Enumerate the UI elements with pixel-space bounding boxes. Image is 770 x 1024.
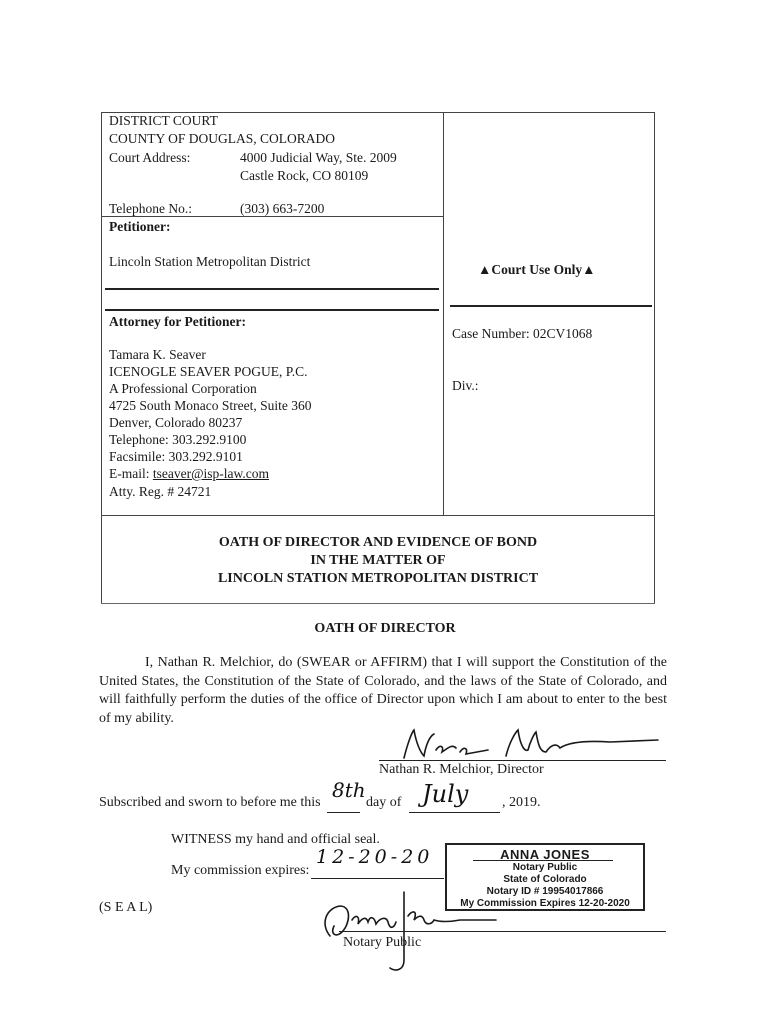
day-handwritten: 8th bbox=[332, 778, 366, 802]
stamp-divider bbox=[473, 860, 613, 861]
address-line: Castle Rock, CO 80109 bbox=[240, 168, 369, 183]
attorney-line: Telephone: 303.292.9100 bbox=[109, 432, 247, 447]
caption-vertical-divider bbox=[443, 112, 444, 516]
signature-name: Nathan R. Melchior, Director bbox=[379, 762, 544, 777]
oath-heading: OATH OF DIRECTOR bbox=[314, 621, 456, 636]
commission-line bbox=[311, 878, 444, 879]
address-line: 4000 Judicial Way, Ste. 2009 bbox=[240, 150, 397, 165]
month-line bbox=[409, 812, 500, 813]
court-use-only: ▲Court Use Only▲ bbox=[478, 262, 596, 277]
notary-label: Notary Public bbox=[343, 935, 422, 950]
caption-divider bbox=[450, 305, 652, 307]
title-line: IN THE MATTER OF bbox=[310, 553, 446, 568]
caption-divider bbox=[105, 309, 439, 311]
seal-label: (S E A L) bbox=[99, 900, 153, 915]
court-name: DISTRICT COURT bbox=[109, 113, 218, 128]
notary-stamp bbox=[445, 843, 645, 911]
attorney-line: A Professional Corporation bbox=[109, 381, 257, 396]
attorney-label: Attorney for Petitioner: bbox=[109, 314, 246, 329]
email-line bbox=[109, 466, 269, 482]
email-link[interactable]: tseaver@isp-law.com bbox=[152, 466, 270, 481]
director-signature bbox=[390, 722, 670, 764]
year: , 2019. bbox=[502, 795, 541, 810]
day-line bbox=[327, 812, 360, 813]
caption-divider bbox=[101, 515, 655, 516]
attorney-line: 4725 South Monaco Street, Suite 360 bbox=[109, 398, 312, 413]
stamp-name: ANNA JONES bbox=[500, 847, 590, 862]
stamp-state: State of Colorado bbox=[503, 874, 587, 885]
case-number: Case Number: 02CV1068 bbox=[452, 326, 593, 341]
month-handwritten: July bbox=[422, 780, 469, 808]
oath-body: I, Nathan R. Melchior, do (SWEAR or AFFIRM) that I will support the Constitution of the United States, the Constitution of the State of Colorado, and the laws of the State of Colorado, and will faithfully perform the duties of the office of Director upon which I am about to enter to the best of my ability. bbox=[99, 655, 667, 726]
atty-reg: Atty. Reg. # 24721 bbox=[109, 484, 212, 499]
document-title bbox=[101, 534, 655, 588]
stamp-expires: My Commission Expires 12-20-2020 bbox=[460, 898, 630, 909]
title-line: OATH OF DIRECTOR AND EVIDENCE OF BOND bbox=[218, 535, 538, 550]
stamp-notary-id: Notary ID # 19954017866 bbox=[486, 886, 604, 897]
email-label: E-mail: bbox=[109, 466, 153, 481]
petitioner-name: Lincoln Station Metropolitan District bbox=[109, 254, 311, 269]
caption-divider bbox=[105, 288, 439, 290]
notary-signature-line bbox=[339, 931, 666, 932]
division: Div.: bbox=[452, 378, 479, 393]
telephone-value: (303) 663-7200 bbox=[240, 201, 325, 216]
caption-divider bbox=[101, 603, 655, 604]
telephone-label: Telephone No.: bbox=[109, 201, 193, 216]
subscribed-text: Subscribed and sworn to before me this bbox=[99, 795, 321, 810]
attorney-line: ICENOGLE SEAVER POGUE, P.C. bbox=[109, 364, 308, 379]
commission-handwritten: 12-20-20 bbox=[316, 846, 434, 868]
attorney-line: Tamara K. Seaver bbox=[109, 347, 206, 362]
witness-text: WITNESS my hand and official seal. bbox=[171, 832, 380, 847]
title-line: LINCOLN STATION METROPOLITAN DISTRICT bbox=[217, 571, 539, 586]
stamp-title: Notary Public bbox=[512, 862, 578, 873]
signature-line bbox=[379, 760, 666, 761]
county: COUNTY OF DOUGLAS, COLORADO bbox=[109, 131, 336, 146]
day-of: day of bbox=[366, 795, 402, 810]
address-label: Court Address: bbox=[109, 150, 191, 165]
commission-label: My commission expires: bbox=[171, 863, 310, 878]
petitioner-label: Petitioner: bbox=[109, 219, 171, 234]
attorney-line: Facsimile: 303.292.9101 bbox=[109, 449, 243, 464]
attorney-line: Denver, Colorado 80237 bbox=[109, 415, 243, 430]
